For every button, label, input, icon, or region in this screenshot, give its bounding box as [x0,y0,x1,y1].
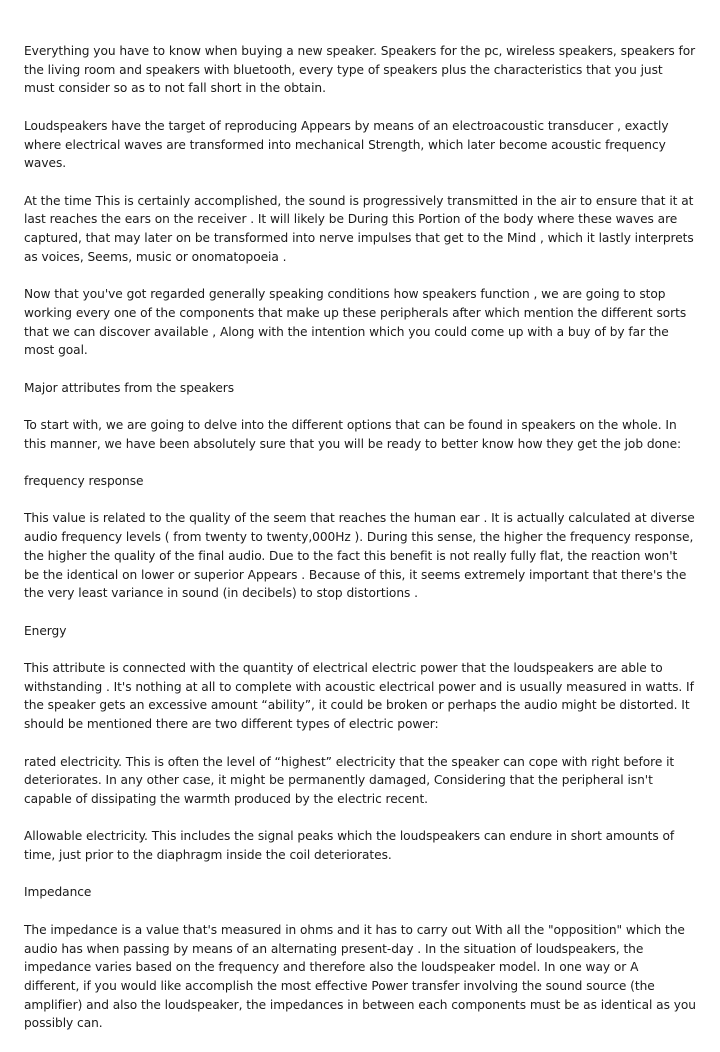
energy-paragraph: This attribute is connected with the quantity of electrical electric power that the loudspeakers are able to withstanding . It's nothing at all to complete with acoustic electrical power and is usually measured in watts. If the speaker gets an excessive amount “ability”, it could be broken or perhaps the audio might be distorted. It should be mentioned there are two different types of electric power: [24,661,694,732]
rated-electricity-paragraph: rated electricity. This is often the level of “highest” electricity that the speaker can cope with right before it deteriorates. In any other case, it might be permanently damaged, Considering that the peripheral isn't capable of dissipating the warmth produced by the electric recent. [24,754,675,806]
major-attributes-heading: Major attributes from the speakers [24,380,235,395]
options-paragraph: To start with, we are going to delve into the different options that can be found in speakers on the whole. In this manner, we have been absolutely sure that you will be ready to better know how they get the job done: [24,417,682,451]
impedance-heading: Impedance [24,885,92,900]
frequency-response-paragraph: This value is related to the quality of the seem that reaches the human ear . It is actually calculated at diverse audio frequency levels ( from twenty to twenty,000Hz ). During this sense, the higher the frequency response, the higher the quality of the final audio. Due to the fact this benefit is not really fully flat, the reaction won't be the identical on lower or superior Appears . Because of this, it seems extremely important that there's the the very least variance in sound (in decibels) to stop distortions . [24,511,695,601]
document-body [24,42,696,1052]
energy-heading: Energy [24,623,67,638]
frequency-response-heading: frequency response [24,474,144,489]
impedance-paragraph: The impedance is a value that's measured in ohms and it has to carry out With all the "opposition" which the audio has when passing by means of an alternating present-day . In the situation of loudspeakers, the impedance varies based on the frequency and therefore also the loudspeaker model. In one way or A different, if you would like accomplish the most effective Power transfer involving the sound source (the amplifier) and also the loudspeaker, the impedances in between each components must be as identical as you possibly can. [24,922,696,1031]
allowable-electricity-paragraph: Allowable electricity. This includes the signal peaks which the loudspeakers can endure in short amounts of time, just prior to the diaphragm inside the coil deteriorates. [24,829,675,863]
sound-transmission-paragraph: At the time This is certainly accomplished, the sound is progressively transmitted in the air to ensure that it at last reaches the ears on the receiver . It will likely be During this Portion of the body where these waves are captured, that may later on be transformed into nerve impulses that get to the Mind , which it lastly interprets as voices, Seems, music or onomatopoeia . [24,193,694,264]
components-paragraph: Now that you've got regarded generally speaking conditions how speakers function , we are going to stop working every one of the components that make up these peripherals after which mention the different sorts that we can discover available , Along with the intention which you could come up with a buy of by far the most goal. [24,287,687,358]
transducer-paragraph: Loudspeakers have the target of reproducing Appears by means of an electroacoustic transducer , exactly where electrical waves are transformed into mechanical Strength, which later become acoustic frequency waves. [24,118,669,171]
intro-paragraph: Everything you have to know when buying a new speaker. Speakers for the pc, wireless speakers, speakers for the living room and speakers with bluetooth, every type of speakers plus the characteristics that you just must consider so as to not fall short in the obtain. [24,44,696,96]
